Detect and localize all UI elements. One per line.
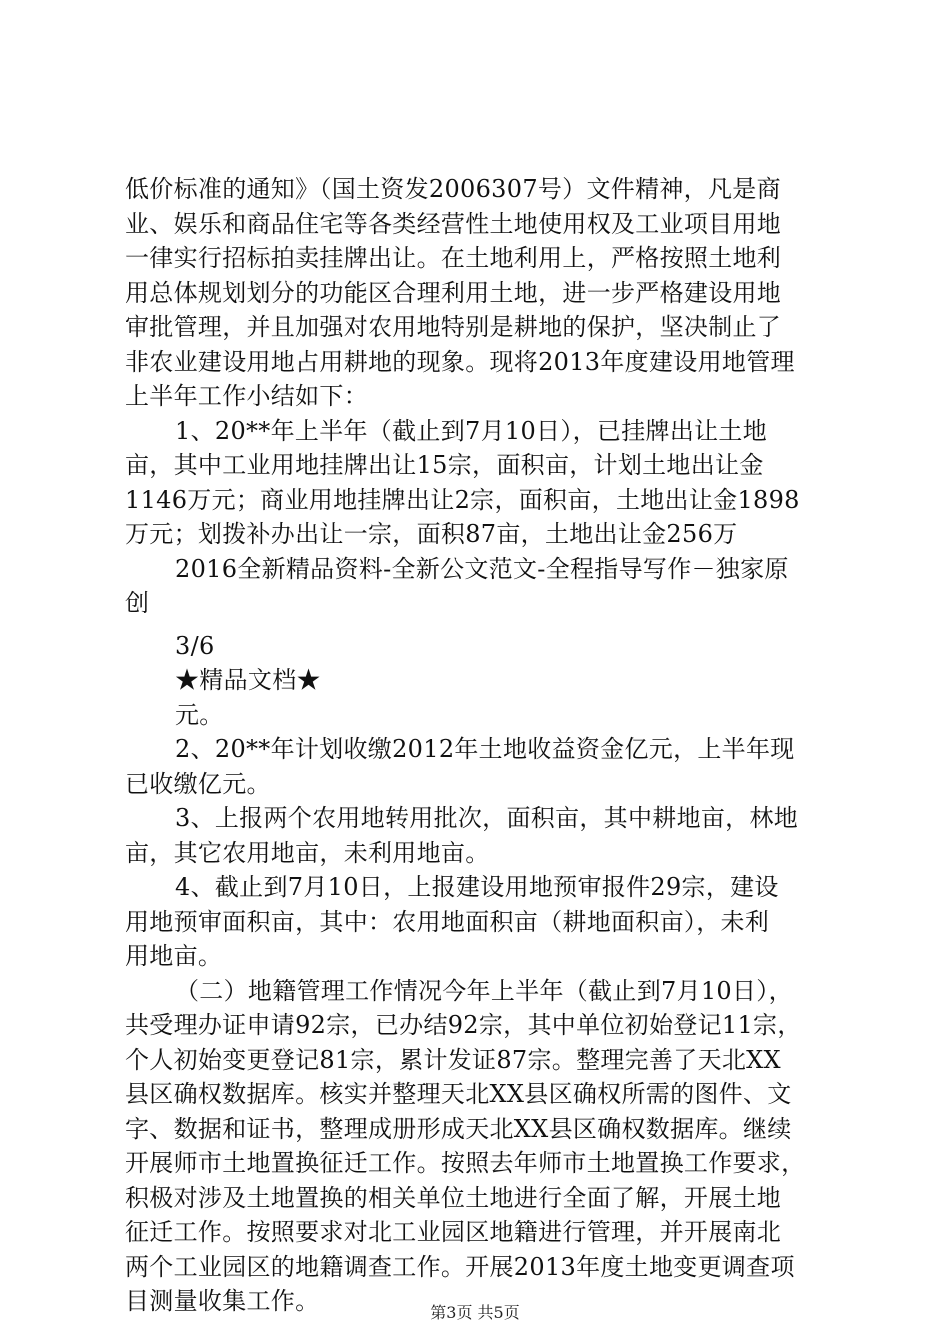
text-line: 审批管理，并且加强对农用地特别是耕地的保护，坚决制止了	[125, 313, 782, 341]
page-fraction: 3/6	[175, 631, 215, 660]
text-line: 低价标准的通知》（国土资发2006307号）文件精神，凡是商	[125, 175, 781, 203]
list-item-1	[125, 414, 833, 552]
text-line: 用地亩。	[125, 942, 223, 970]
paragraph-continuation	[125, 172, 833, 414]
text-line: 共受理办证申请92宗，已办结92宗，其中单位初始登记11宗，	[125, 1011, 802, 1039]
text-line: 3、上报两个农用地转用批次，面积亩，其中耕地亩，林地	[175, 804, 799, 832]
text-line: 目测量收集工作。	[125, 1287, 320, 1315]
text-line: 亩，其它农用地亩，未利用地亩。	[125, 838, 490, 867]
text-line: 已收缴亿元。	[125, 769, 271, 798]
text-line: 用总体规划划分的功能区合理利用土地，进一步严格建设用地	[125, 278, 782, 307]
text-line: 亩，其中工业用地挂牌出让15宗，面积亩，计划土地出让金	[125, 451, 764, 479]
section-2	[125, 974, 833, 1319]
text-line: 元。	[175, 700, 224, 729]
badge-text: ★精品文档★	[175, 666, 321, 694]
text-line: 县区确权数据库。核实并整理天北XX县区确权所需的图件、文	[125, 1080, 792, 1108]
text-line: 1、20**年上半年（截止到7月10日），已挂牌出让土地	[175, 416, 768, 445]
text-line: 用地预审面积亩，其中：农用地面积亩（耕地面积亩），未利	[125, 907, 770, 936]
page-footer: 第3页 共5页	[430, 1303, 520, 1322]
text-line: 万元；划拨补办出让一宗，面积87亩，土地出让金256万	[125, 520, 738, 548]
document-body	[125, 172, 833, 1319]
text-line: 征迁工作。按照要求对北工业园区地籍进行管理，并开展南北	[125, 1218, 782, 1246]
text-line: 上半年工作小结如下：	[125, 382, 368, 410]
text-line: 字、数据和证书，整理成册形成天北XX县区确权数据库。继续	[125, 1114, 792, 1143]
list-item-4	[125, 870, 833, 974]
list-item-3	[125, 801, 833, 870]
watermark-text	[125, 552, 833, 621]
text-line: 非农业建设用地占用耕地的现象。现将2013年度建设用地管理	[125, 347, 795, 376]
text-line: （二）地籍管理工作情况今年上半年（截止到7月10日），	[175, 976, 793, 1005]
text-line: 2016全新精品资料-全新公文范文-全程指导写作－独家原	[175, 554, 789, 583]
text-line: 创	[125, 589, 150, 617]
text-line: 开展师市土地置换征迁工作。按照去年师市土地置换工作要求，	[125, 1149, 806, 1177]
text-line: 4、截止到7月10日，上报建设用地预审报件29宗，建设	[175, 873, 779, 901]
text-line: 1146万元；商业用地挂牌出让2宗，面积亩，土地出让金1898	[125, 485, 800, 514]
list-item-2	[125, 732, 833, 801]
text-line: 个人初始变更登记81宗，累计发证87宗。整理完善了天北XX	[125, 1045, 781, 1074]
text-line: 积极对涉及土地置换的相关单位土地进行全面了解，开展土地	[125, 1183, 782, 1212]
text-line: 2、20**年计划收缴2012年土地收益资金亿元，上半年现	[175, 735, 795, 763]
text-line: 业、娱乐和商品住宅等各类经营性土地使用权及工业项目用地	[125, 209, 782, 238]
text-line: 两个工业园区的地籍调查工作。开展2013年度土地变更调查项	[125, 1252, 795, 1281]
text-line: 一律实行招标拍卖挂牌出让。在土地利用上，严格按照土地利	[125, 244, 782, 272]
